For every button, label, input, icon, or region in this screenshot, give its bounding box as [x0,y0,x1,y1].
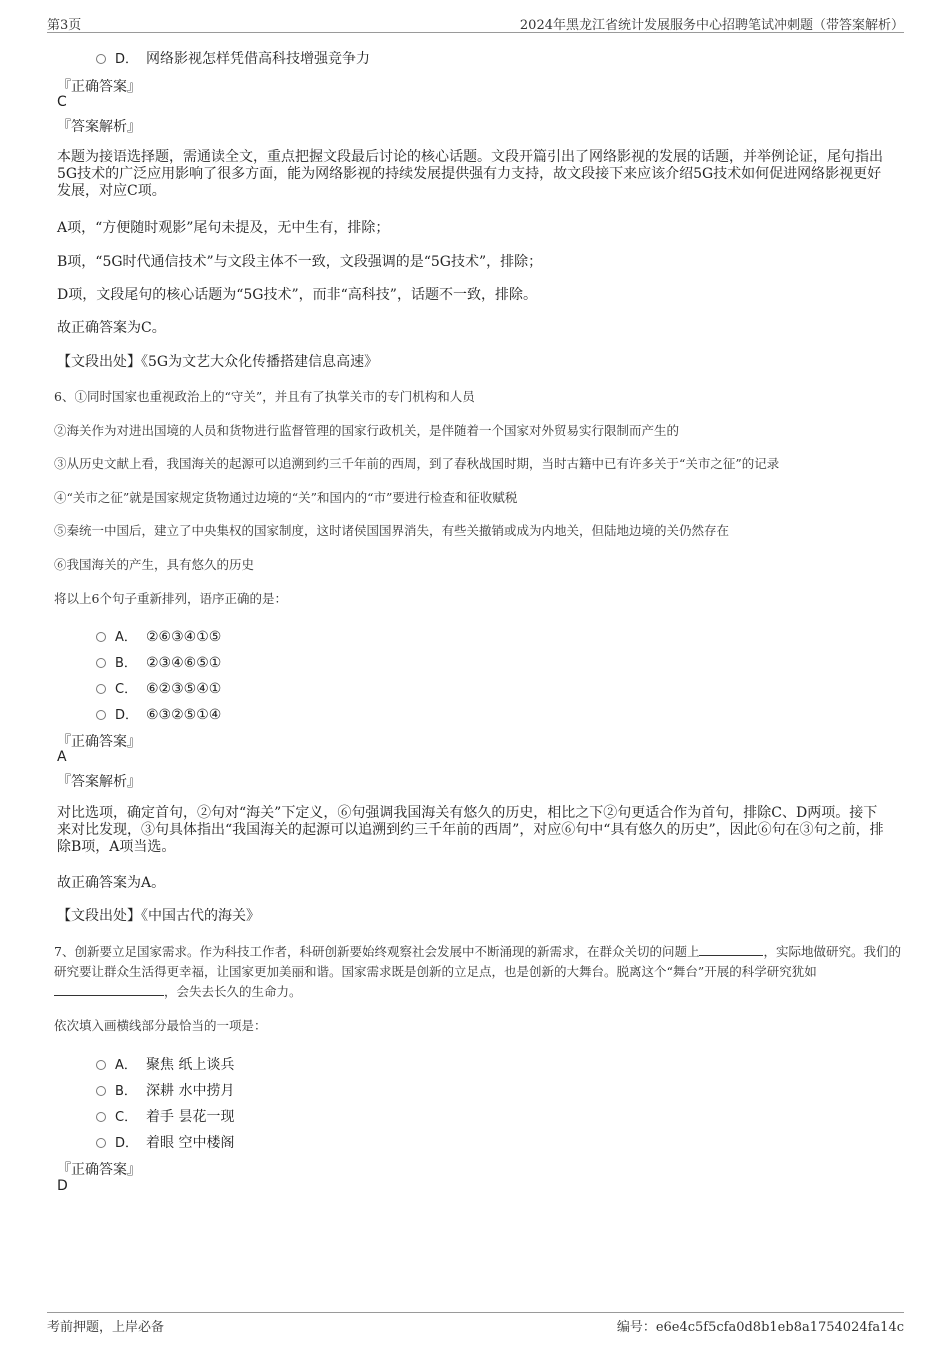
q6-analysis-main: 对比选项，确定首句，②句对“海关”下定义，⑥句强调我国海关有悠久的历史，相比之下②句更适合作为首句，排除C、D两项。接下来对比发现，③句具体指出“我国海关的起源可以追溯到约三千年前的西周”，对应⑥句中“具有悠久的历史”，因此⑥句在③句之前，排除B项，A项当选。 [57,805,884,855]
q6-option-d[interactable]: D． ⑥③②⑤①④ [96,704,221,723]
page-number: 第3页 [47,18,82,33]
q5-analysis-b: B项，“5G时代通信技术”与文段主体不一致，文段强调的是“5G技术”，排除； [57,254,543,270]
q6-prompt: 将以上6个句子重新排列，语序正确的是： [54,591,287,606]
q5-source: 【文段出处】《5G为文艺大众化传播搭建信息高速》 [57,354,379,370]
radio-icon[interactable] [96,632,106,642]
q6-option-c[interactable]: C． ⑥②③⑤④① [96,678,221,697]
q7-prompt: 依次填入画横线部分最恰当的一项是： [54,1018,267,1033]
q6-sentence-1: 6、①同时国家也重视政治上的“守关”，并且有了执掌关市的专门机构和人员 [54,389,475,404]
q6-sentence-3: ③从历史文献上看，我国海关的起源可以追溯到约三千年前的西周，到了春秋战国时期，当时古籍中已有许多关于“关市之征”的记录 [54,456,780,471]
footer-slogan: 考前押题，上岸必备 [47,1320,165,1335]
q6-sentence-4: ④“关市之征”就是国家规定货物通过边境的“关”和国内的“市”要进行检查和征收赋税 [54,490,518,505]
q5-option-d[interactable]: D． 网络影视怎样凭借高科技增强竞争力 [96,48,370,68]
radio-icon[interactable] [96,684,106,694]
q7-stem: 7、创新要立足国家需求。作为科技工作者，科研创新要始终观察社会发展中不断涌现的新需求，在群众关切的问题上 ，实际地做研究。我们的研究要让群众生活得更幸福，让国家更加美丽和谐。国家需求既是创新的立足点，也是创新的大舞台。脱离这个“舞台”开展的科学研究犹如，会失去长久的生命力。 [54,944,901,999]
q7-option-c[interactable]: C． 着手 昙花一现 [96,1106,234,1126]
radio-icon[interactable] [96,658,106,668]
q6-sentence-2: ②海关作为对进出国境的人员和货物进行监督管理的国家行政机关，是伴随着一个国家对外贸易实行限制而产生的 [54,423,680,438]
q6-source: 【文段出处】《中国古代的海关》 [57,908,260,924]
q7-option-a[interactable]: A． 聚焦 纸上谈兵 [96,1054,234,1074]
q6-option-a[interactable]: A． ②⑥③④①⑤ [96,626,221,645]
q6-answer: A [57,749,67,765]
q6-conclusion: 故正确答案为A。 [57,875,166,891]
radio-icon[interactable] [96,1060,106,1070]
q5-conclusion: 故正确答案为C。 [57,320,166,336]
document-title: 2024年黑龙江省统计发展服务中心招聘笔试冲刺题（带答案解析） [519,18,904,33]
document-code: 编号：e6e4c5f5cfa0d8b1eb8a1754024fa14c [616,1320,904,1335]
q5-correct-answer-label: 『正确答案』 [57,79,141,95]
q7-answer: D [57,1178,68,1194]
q6-sentence-5: ⑤秦统一中国后，建立了中央集权的国家制度，这时诸侯国国界消失，有些关撤销或成为内地关，但陆地边境的关仍然存在 [54,523,730,538]
q6-analysis-label: 『答案解析』 [57,774,141,790]
page-header [47,12,904,33]
q7-option-b[interactable]: B． 深耕 水中捞月 [96,1080,234,1100]
radio-icon[interactable] [96,54,106,64]
q5-analysis-label: 『答案解析』 [57,119,141,135]
radio-icon[interactable] [96,710,106,720]
page-footer [47,1312,904,1337]
blank-2 [54,983,164,996]
q5-analysis-d: D项，文段尾句的核心话题为“5G技术”，而非“高科技”，话题不一致，排除。 [57,287,537,303]
blank-1 [699,943,763,956]
q6-option-b[interactable]: B． ②③④⑥⑤① [96,652,221,671]
q5-analysis-main: 本题为接语选择题，需通读全文，重点把握文段最后讨论的核心话题。文段开篇引出了网络影视的发展的话题，并举例论证，尾句指出5G技术的广泛应用影响了很多方面，能为网络影视的持续发展提供强有力支持，故文段接下来应该介绍5G技术如何促进网络影视更好发展，对应C项。 [57,149,883,199]
q5-analysis-a: A项，“方便随时观影”尾句未提及，无中生有，排除； [57,220,390,236]
q7-option-d[interactable]: D． 着眼 空中楼阁 [96,1132,234,1152]
radio-icon[interactable] [96,1086,106,1096]
radio-icon[interactable] [96,1112,106,1122]
q7-correct-answer-label: 『正确答案』 [57,1162,141,1178]
q6-sentence-6: ⑥我国海关的产生，具有悠久的历史 [54,557,255,572]
q6-correct-answer-label: 『正确答案』 [57,734,141,750]
q5-answer: C [57,94,67,110]
radio-icon[interactable] [96,1138,106,1148]
